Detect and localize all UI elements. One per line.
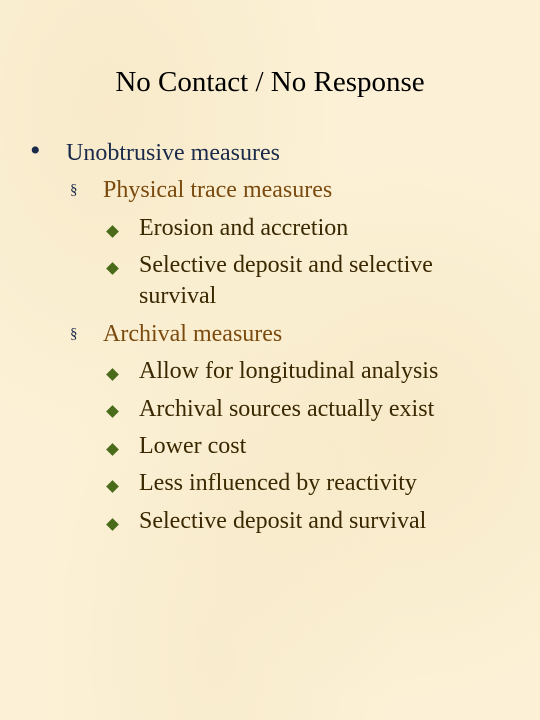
section-label-archival: Archival measures <box>103 321 283 347</box>
diamond-bullet-icon <box>106 443 119 456</box>
slide-title: No Contact / No Response <box>115 66 425 98</box>
list-item: Lower cost <box>139 433 247 459</box>
list-item: Selective deposit and selective <box>139 252 433 278</box>
list-item: Allow for longitudinal analysis <box>139 358 439 384</box>
diamond-bullet-icon <box>106 405 119 418</box>
section-bullet-icon: § <box>70 326 78 342</box>
diamond-bullet-icon <box>106 225 119 238</box>
diamond-bullet-icon <box>106 480 119 493</box>
diamond-bullet-icon <box>106 262 119 275</box>
list-item: Less influenced by reactivity <box>139 470 417 496</box>
diamond-bullet-icon <box>106 368 119 381</box>
section-bullet-icon: § <box>70 182 78 198</box>
diamond-bullet-icon <box>106 518 119 531</box>
bullet-dot-icon: • <box>30 134 41 167</box>
list-item-continuation: survival <box>139 283 217 309</box>
list-item: Archival sources actually exist <box>139 396 435 422</box>
section-label-physical-trace: Physical trace measures <box>103 177 333 203</box>
level1-label: Unobtrusive measures <box>66 140 280 166</box>
list-item: Erosion and accretion <box>139 215 349 241</box>
list-item: Selective deposit and survival <box>139 508 427 534</box>
